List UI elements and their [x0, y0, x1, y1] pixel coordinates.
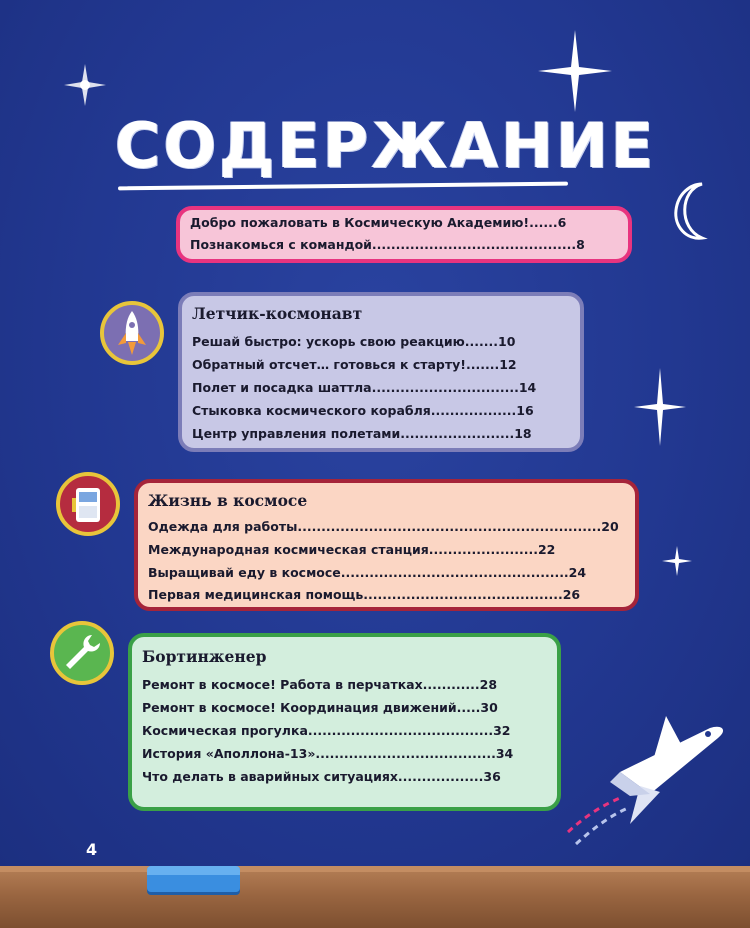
- toc-entry[interactable]: История «Аполлона-13»......................................34: [142, 746, 514, 761]
- section-title-pilot: Летчик-космонавт: [192, 304, 363, 323]
- section-title-life: Жизнь в космосе: [148, 491, 308, 510]
- star-icon: [538, 30, 612, 112]
- toc-entry[interactable]: Одежда для работы................................................................20: [148, 519, 619, 534]
- pilot-badge: [100, 301, 164, 365]
- toc-entry[interactable]: Выращивай еду в космосе................................................24: [148, 565, 587, 580]
- toc-entry[interactable]: Обратный отсчет… готовься к старту!.......12: [192, 357, 517, 372]
- life-badge: [56, 472, 120, 536]
- toc-entry-welcome[interactable]: Добро пожаловать в Космическую Академию!......6: [190, 215, 567, 230]
- section-title-eng: Бортинженер: [142, 647, 267, 666]
- eng-section: [128, 633, 561, 811]
- star-icon: [634, 368, 686, 446]
- moon-icon: [672, 180, 722, 242]
- pilot-section: [178, 292, 584, 452]
- wrench-icon: [54, 625, 110, 681]
- space-shuttle-icon: [560, 712, 740, 852]
- toc-entry[interactable]: Первая медицинская помощь..........................................26: [148, 587, 581, 602]
- space-fridge-icon: [60, 476, 116, 532]
- rocket-icon: [104, 305, 160, 361]
- toc-entry[interactable]: Ремонт в космосе! Координация движений.....30: [142, 700, 498, 715]
- toc-entry[interactable]: Ремонт в космосе! Работа в перчатках............28: [142, 677, 498, 692]
- toc-entry[interactable]: Решай быстро: ускорь свою реакцию.......10: [192, 334, 516, 349]
- toc-entry[interactable]: Что делать в аварийных ситуациях..................36: [142, 769, 501, 784]
- intro-section: [176, 206, 632, 263]
- eng-badge: [50, 621, 114, 685]
- page-number: 4: [86, 840, 98, 859]
- toc-entry[interactable]: Полет и посадка шаттла...............................14: [192, 380, 537, 395]
- life-section: [134, 479, 639, 611]
- star-icon: [662, 546, 692, 576]
- toc-entry-team[interactable]: Познакомься с командой...........................................8: [190, 237, 585, 252]
- star-icon: [62, 62, 108, 108]
- page-title: СОДЕРЖАНИЕ: [115, 109, 657, 182]
- toc-entry[interactable]: Стыковка космического корабля..................16: [192, 403, 534, 418]
- chalk-ledge-base: [0, 872, 750, 928]
- toc-entry[interactable]: Центр управления полетами........................18: [192, 426, 532, 441]
- toc-entry[interactable]: Международная космическая станция.......................22: [148, 542, 556, 557]
- toc-entry[interactable]: Космическая прогулка.......................................32: [142, 723, 511, 738]
- eraser-top: [147, 866, 240, 875]
